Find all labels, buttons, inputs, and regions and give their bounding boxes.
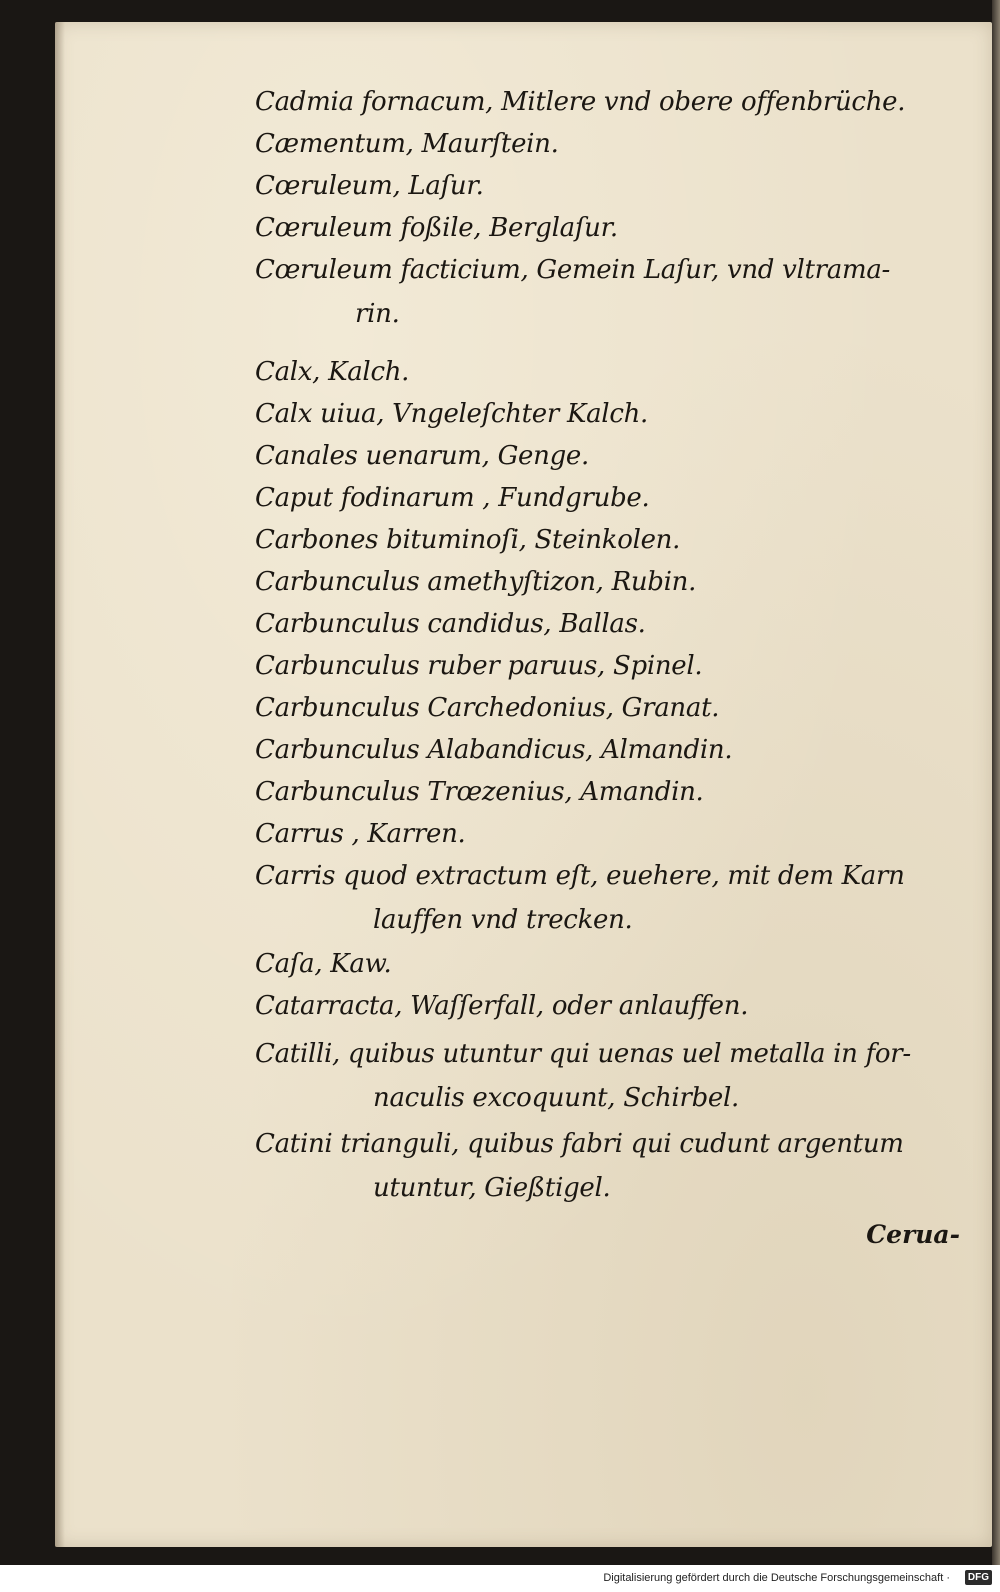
entry-continuation: lauffen vnd trecken.: [373, 905, 633, 935]
glossary-entry-catini: [255, 1122, 927, 1210]
glossary-entry-carbunculus-amethystizon: [255, 560, 927, 604]
page-edge: [992, 0, 1000, 1565]
glossary-entry-canales: [255, 434, 927, 478]
entry-text: Carbunculus candidus, Ballas.: [255, 609, 646, 639]
entry-text: Carbunculus Carchedonius, Granat.: [255, 693, 720, 723]
glossary-entry-caementum: [255, 122, 927, 166]
entry-text: Canales uenarum, Genge.: [255, 441, 589, 471]
glossary-entry-carbunculus-candidus: [255, 602, 927, 646]
glossary-entry-cadmia: [255, 80, 927, 124]
glossary-entry-carrus: [255, 812, 927, 856]
entry-text: Calx uiua, Vngeleſchter Kalch.: [255, 399, 648, 429]
entry-text: Cœruleum facticium, Gemein Laſur, vnd vltrama-: [255, 255, 891, 285]
glossary-entry-calx-uiua: [255, 392, 927, 436]
entry-text: Catini trianguli, quibus fabri qui cudunt argentum: [255, 1129, 904, 1159]
entry-continuation: naculis excoquunt, Schirbel.: [373, 1083, 739, 1113]
footer-bar: [0, 1565, 1000, 1592]
glossary-entry-catilli: [255, 1032, 927, 1120]
glossary-entry-carris: [255, 854, 927, 942]
entry-text: Cadmia fornacum, Mitlere vnd obere offenbrüche.: [255, 87, 906, 117]
glossary-entry-catarracta: [255, 984, 927, 1028]
entry-text: Cæmentum, Maurſtein.: [255, 129, 559, 159]
entry-continuation: rin.: [355, 299, 400, 329]
glossary-entry-calx: [255, 350, 927, 394]
entry-text: Carrus , Karren.: [255, 819, 466, 849]
glossary-entry-caeruleum-facticium: [255, 248, 927, 336]
glossary-entry-caeruleum: [255, 164, 927, 208]
entry-text: Caſa, Kaw.: [255, 949, 392, 979]
entry-text: Cœruleum, Laſur.: [255, 171, 484, 201]
page-crease: [55, 22, 65, 1547]
entry-continuation: utuntur, Gießtigel.: [373, 1173, 611, 1203]
glossary-entry-caput: [255, 476, 927, 520]
entry-text: Cœruleum foßile, Berglaſur.: [255, 213, 618, 243]
entry-text: Carbunculus ruber paruus, Spinel.: [255, 651, 703, 681]
entry-text: Carbones bituminoſi, Steinkolen.: [255, 525, 681, 555]
entry-text: Carris quod extractum eſt, euehere, mit dem Karn: [255, 861, 905, 891]
entry-text: Carbunculus amethyſtizon, Rubin.: [255, 567, 697, 597]
catchword: Cerua-: [866, 1220, 960, 1249]
glossary-entry-carbunculus-ruber: [255, 644, 927, 688]
entry-text: Calx, Kalch.: [255, 357, 410, 387]
glossary-entry-carbunculus-carchedonius: [255, 686, 927, 730]
entry-text: Carbunculus Trœzenius, Amandin.: [255, 777, 704, 807]
entry-text: Carbunculus Alabandicus, Almandin.: [255, 735, 733, 765]
entry-text: Catilli, quibus utuntur qui uenas uel metalla in for-: [255, 1039, 911, 1069]
glossary-entry-carbones: [255, 518, 927, 562]
glossary-entry-carbunculus-troezenius: [255, 770, 927, 814]
glossary-entry-caeruleum-fossile: [255, 206, 927, 250]
glossary-entry-casa: [255, 942, 927, 986]
footer-credit: Digitalisierung gefördert durch die Deutsche Forschungsgemeinschaft ·: [603, 1572, 950, 1584]
entry-text: Catarracta, Waſſerfall, oder anlauffen.: [255, 991, 749, 1021]
entry-text: Caput fodinarum , Fundgrube.: [255, 483, 650, 513]
glossary-entry-carbunculus-alabandicus: [255, 728, 927, 772]
dfg-logo: DFG: [965, 1570, 992, 1585]
